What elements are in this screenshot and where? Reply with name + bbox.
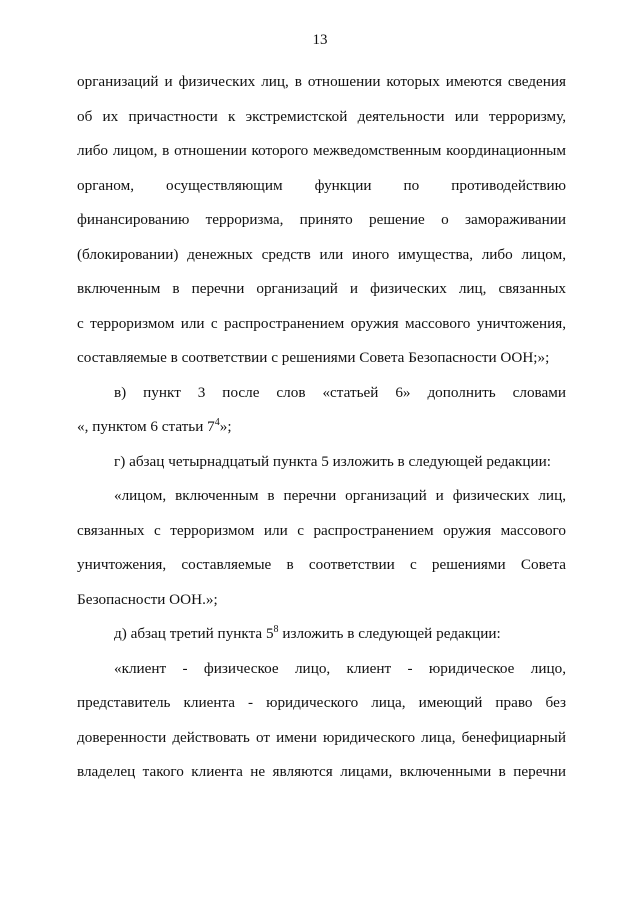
text-line: с терроризмом или с распространением оружия массового уничтожения, — [77, 314, 566, 332]
superscript: 8 — [273, 624, 279, 635]
text-line: органом, осуществляющим функции по противодействию — [77, 176, 566, 194]
text-line: в) пункт 3 после слов «статьей 6» дополнить словами — [114, 383, 566, 401]
text-fragment: «, пунктом 6 статьи 7 — [77, 418, 215, 435]
text-line: связанных с терроризмом или с распространением оружия массового — [77, 521, 566, 539]
superscript: 4 — [214, 417, 220, 428]
text-line: организаций и физических лиц, в отношении которых имеются сведения — [77, 73, 566, 90]
text-line-with-superscript — [77, 624, 566, 659]
text-line: финансированию терроризма, принято решение о замораживании — [77, 211, 566, 228]
text-line: составляемые в соответствии с решениями Совета Безопасности ООН;»; — [77, 349, 550, 366]
text-line: г) абзац четырнадцатый пункта 5 изложить в следующей редакции: — [114, 452, 551, 470]
text-line-with-superscript — [77, 417, 566, 452]
text-line: «клиент - физическое лицо, клиент - юридическое лицо, — [114, 659, 566, 677]
text-line: Безопасности ООН.»; — [77, 590, 218, 608]
text-line: владелец такого клиента не являются лицами, включенными в перечни — [77, 763, 566, 780]
text-fragment: изложить в следующей редакции: — [278, 625, 501, 642]
text-line: представитель клиента - юридического лица, имеющий право без — [77, 694, 566, 711]
text-line: об их причастности к экстремистской деятельности или терроризму, — [77, 107, 566, 125]
text-line: либо лицом, в отношении которого межведомственным координационным — [77, 142, 566, 159]
text-line: доверенности действовать от имени юридического лица, бенефициарный — [77, 728, 566, 746]
text-line: «лицом, включенным в перечни организаций и физических лиц, — [114, 487, 566, 504]
document-body — [77, 72, 566, 797]
text-fragment: д) абзац третий пункта 5 — [114, 625, 274, 642]
text-line: включенным в перечни организаций и физических лиц, связанных — [77, 280, 566, 297]
text-line: уничтожения, составляемые в соответствии с решениями Совета — [77, 556, 566, 573]
text-fragment: »; — [219, 418, 232, 435]
page-number: 13 — [312, 32, 328, 48]
text-line: (блокировании) денежных средств или иного имущества, либо лицом, — [77, 245, 566, 263]
